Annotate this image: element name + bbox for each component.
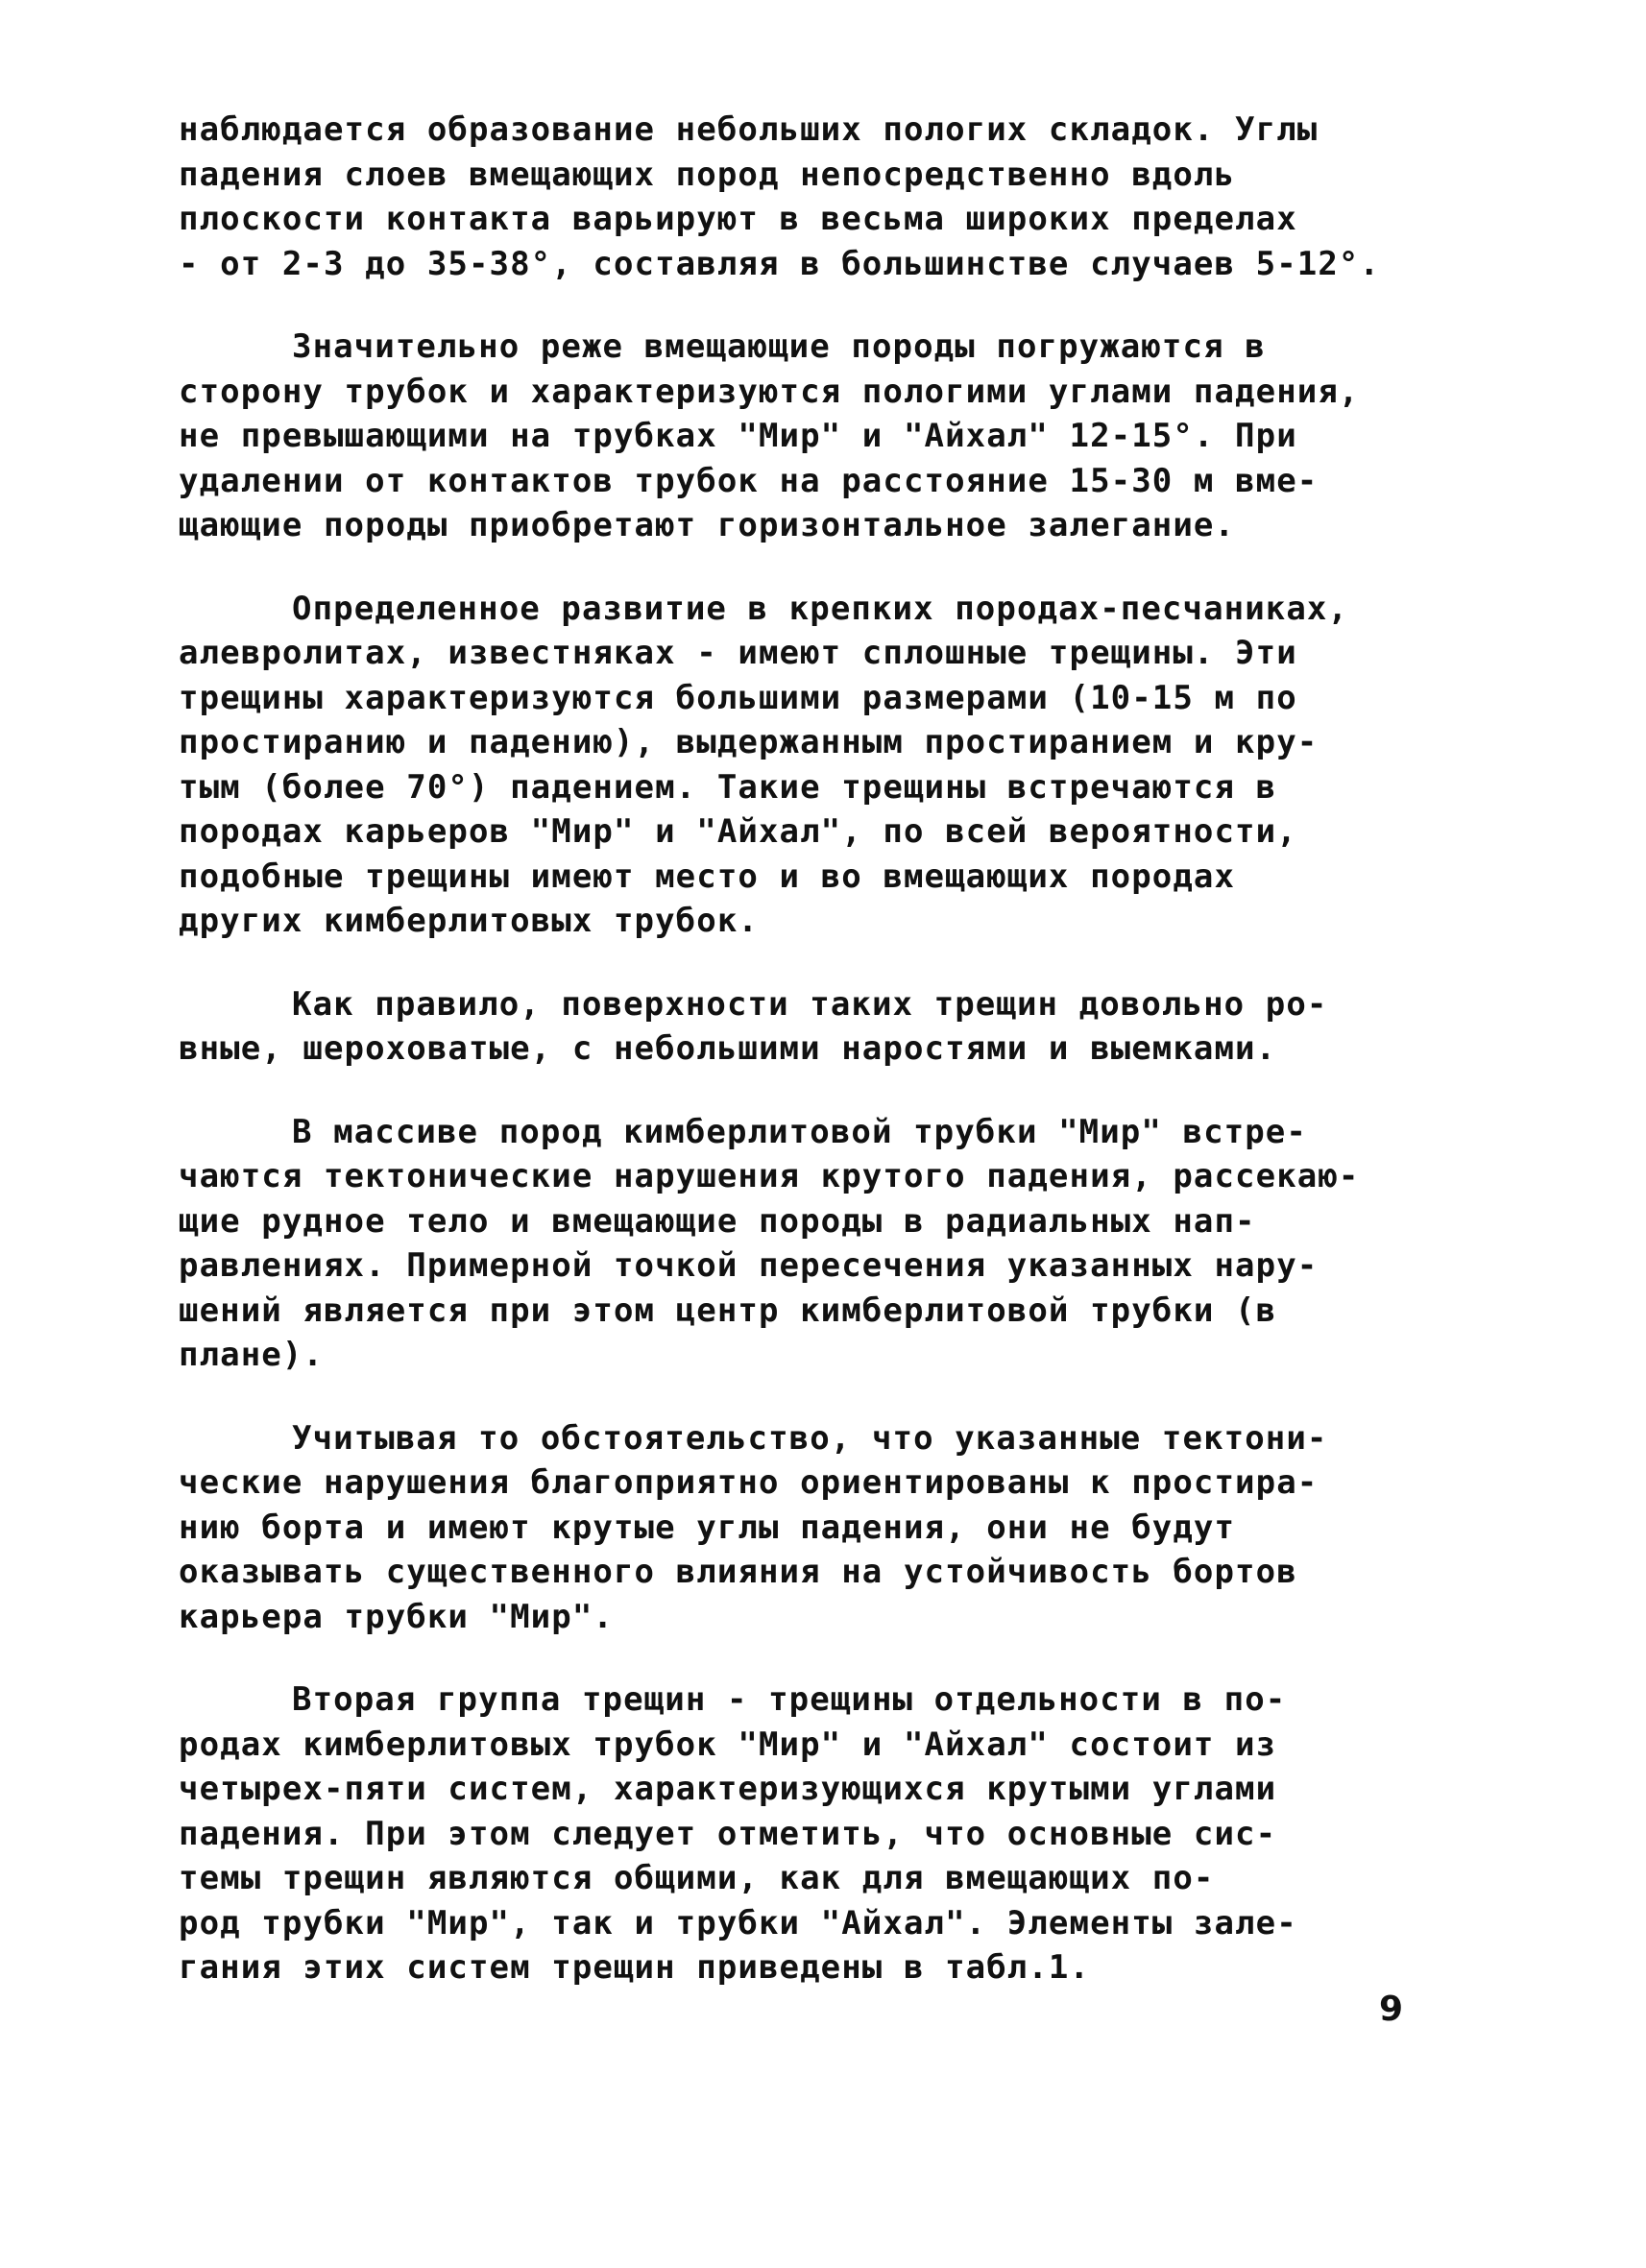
text-line: четырех-пяти систем, характеризующихся крутыми углами	[179, 1770, 1277, 1808]
text-line: равлениях. Примерной точкой пересечения указанных нару-	[179, 1246, 1319, 1285]
paragraph	[179, 1677, 1465, 1991]
text-line: оказывать существенного влияния на устойчивость бортов	[179, 1553, 1297, 1591]
body-text	[179, 108, 1465, 2029]
text-line: гания этих систем трещин приведены в табл.1.	[179, 1948, 1091, 1987]
text-line: тым (более 70°) падением. Такие трещины встречаются в	[179, 767, 1277, 807]
text-line: Определенное развитие в крепких породах-песчаниках,	[292, 589, 1349, 628]
text-line: алевролитах, известняках - имеют сплошные трещины. Эти	[179, 634, 1297, 672]
text-line: щие рудное тело и вмещающие породы в радиальных нап-	[179, 1201, 1256, 1241]
text-line: падения. При этом следует отметить, что основные сис-	[179, 1814, 1277, 1853]
paragraph	[179, 108, 1465, 286]
paragraph	[179, 1416, 1465, 1640]
text-line: родах кимберлитовых трубок "Мир" и "Айхал" состоит из	[179, 1725, 1277, 1764]
text-line: вные, шероховатые, с небольшими наростями и выемками.	[179, 1029, 1277, 1068]
text-line: Значительно реже вмещающие породы погружаются в	[292, 327, 1266, 366]
text-line: Вторая группа трещин - трещины отдельности в по-	[292, 1680, 1287, 1719]
text-line: других кимберлитовых трубок.	[179, 902, 759, 940]
text-line: чаются тектонические нарушения крутого падения, рассекаю-	[179, 1157, 1360, 1195]
text-line: удалении от контактов трубок на расстояние 15-30 м вме-	[179, 461, 1319, 500]
paragraph	[179, 1110, 1465, 1378]
text-line: - от 2-3 до 35-38°, составляя в большинстве случаев 5-12°.	[179, 244, 1381, 283]
text-line: простиранию и падению), выдержанным простиранием и кру-	[179, 723, 1319, 761]
text-line: падения слоев вмещающих пород непосредственно вдоль	[179, 155, 1236, 194]
text-line: шений является при этом центр кимберлитовой трубки (в	[179, 1291, 1277, 1330]
text-line: не превышающими на трубках "Мир" и "Айхал" 12-15°. При	[179, 417, 1297, 455]
paragraph	[179, 587, 1465, 944]
text-line: род трубки "Мир", так и трубки "Айхал". Элементы зале-	[179, 1903, 1297, 1942]
text-line: плане).	[179, 1336, 324, 1374]
text-line: нию борта и имеют крутые углы падения, они не будут	[179, 1508, 1236, 1547]
text-line: породах карьеров "Мир" и "Айхал", по всей вероятности,	[179, 812, 1297, 851]
text-line: наблюдается образование небольших пологих складок. Углы	[179, 110, 1319, 149]
text-line: темы трещин являются общими, как для вмещающих по-	[179, 1859, 1215, 1897]
text-line: В массиве пород кимберлитовой трубки "Мир" встре-	[292, 1112, 1307, 1151]
text-line: сторону трубок и характеризуются пологими углами падения,	[179, 372, 1360, 411]
text-line: щающие породы приобретают горизонтальное залегание.	[179, 506, 1236, 544]
text-line: Как правило, поверхности таких трещин довольно ро-	[292, 984, 1328, 1024]
text-line: плоскости контакта варьируют в весьма широких пределах	[179, 200, 1297, 238]
text-line: подобные трещины имеют место и во вмещающих породах	[179, 857, 1236, 896]
text-line: ческие нарушения благоприятно ориентированы к простира-	[179, 1463, 1319, 1502]
page-number: 9	[1379, 1990, 1404, 2029]
paragraph	[179, 325, 1465, 548]
text-line: карьера трубки "Мир".	[179, 1597, 614, 1636]
text-line: Учитывая то обстоятельство, что указанные тектони-	[292, 1418, 1328, 1458]
text-line: трещины характеризуются большими размерами (10-15 м по	[179, 678, 1297, 717]
paragraph	[179, 982, 1465, 1072]
